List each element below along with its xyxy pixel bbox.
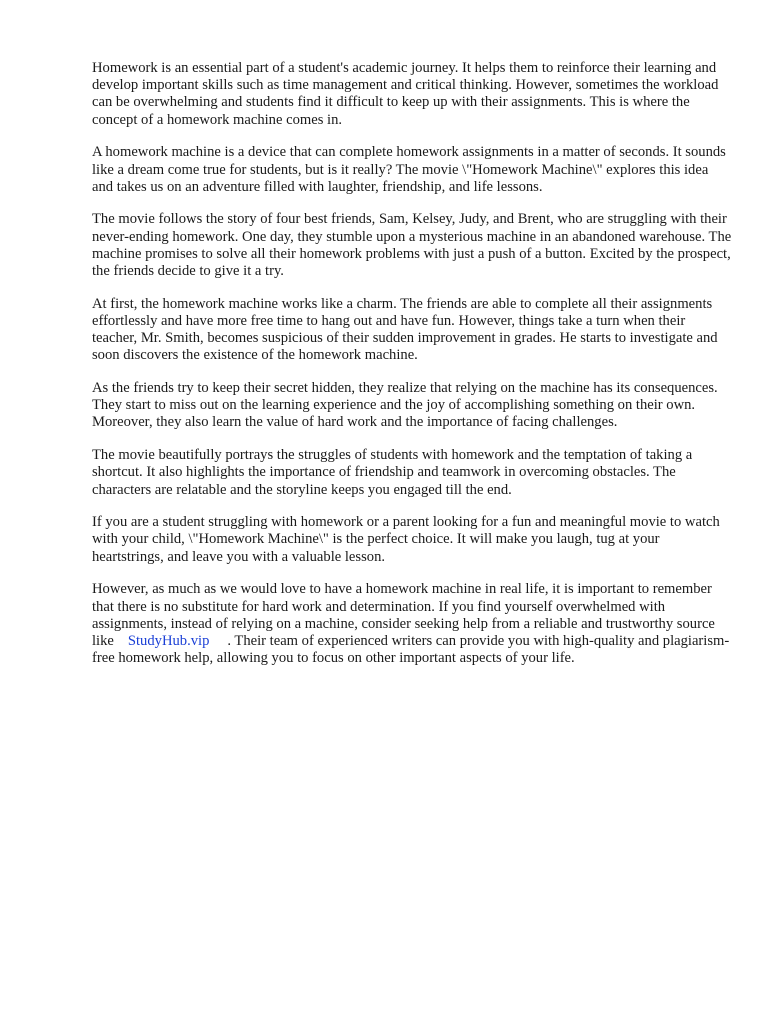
paragraph-8 xyxy=(92,581,732,667)
paragraph-5: As the friends try to keep their secret hidden, they realize that relying on the machine has its consequences. They start to miss out on the learning experience and the joy of accomplishing something on their own. Moreover, they also learn the value of hard work and the importance of facing challenges. xyxy=(92,380,718,431)
document-body xyxy=(92,60,732,683)
paragraph-2: A homework machine is a device that can complete homework assignments in a matter of seconds. It sounds like a dream come true for students, but is it really? The movie \"Homework Machine\" explores this idea and takes us on an adventure filled with laughter, friendship, and life lessons. xyxy=(92,144,726,195)
studyhub-link[interactable]: StudyHub.vip xyxy=(127,632,210,649)
paragraph-8-before-link: However, as much as we would love to have a homework machine in real life, it is important to remember that there is no substitute for hard work and determination. If you find yourself overwhelmed with assignments, instead of relying on a machine, consider seeking help from a reliable and trustworthy source like xyxy=(92,581,715,649)
paragraph-8-after-link: . Their team of experienced writers can provide you with high-quality and plagiarism-free homework help, allowing you to focus on other important aspects of your life. xyxy=(92,632,730,667)
paragraph-1: Homework is an essential part of a student's academic journey. It helps them to reinforce their learning and develop important skills such as time management and critical thinking. However, sometimes the workload can be overwhelming and students find it difficult to keep up with their assignments. This is where the concept of a homework machine comes in. xyxy=(92,60,719,128)
paragraph-4: At first, the homework machine works like a charm. The friends are able to complete all their assignments effortlessly and have more free time to hang out and have fun. However, things take a turn when their teacher, Mr. Smith, becomes suspicious of their sudden improvement in grades. He starts to investigate and soon discovers the existence of the homework machine. xyxy=(92,295,718,364)
paragraph-6: The movie beautifully portrays the struggles of students with homework and the temptation of taking a shortcut. It also highlights the importance of friendship and teamwork in overcoming obstacles. The characters are relatable and the storyline keeps you engaged till the end. xyxy=(92,447,693,498)
paragraph-3: The movie follows the story of four best friends, Sam, Kelsey, Judy, and Brent, who are struggling with their never-ending homework. One day, they stumble upon a mysterious machine in an abandoned warehouse. The machine promises to solve all their homework problems with just a push of a button. Excited by the prospect, the friends decide to give it a try. xyxy=(92,211,732,280)
paragraph-7: If you are a student struggling with homework or a parent looking for a fun and meaningful movie to watch with your child, \"Homework Machine\" is the perfect choice. It will make you laugh, tug at your heartstrings, and leave you with a valuable lesson. xyxy=(92,514,720,565)
